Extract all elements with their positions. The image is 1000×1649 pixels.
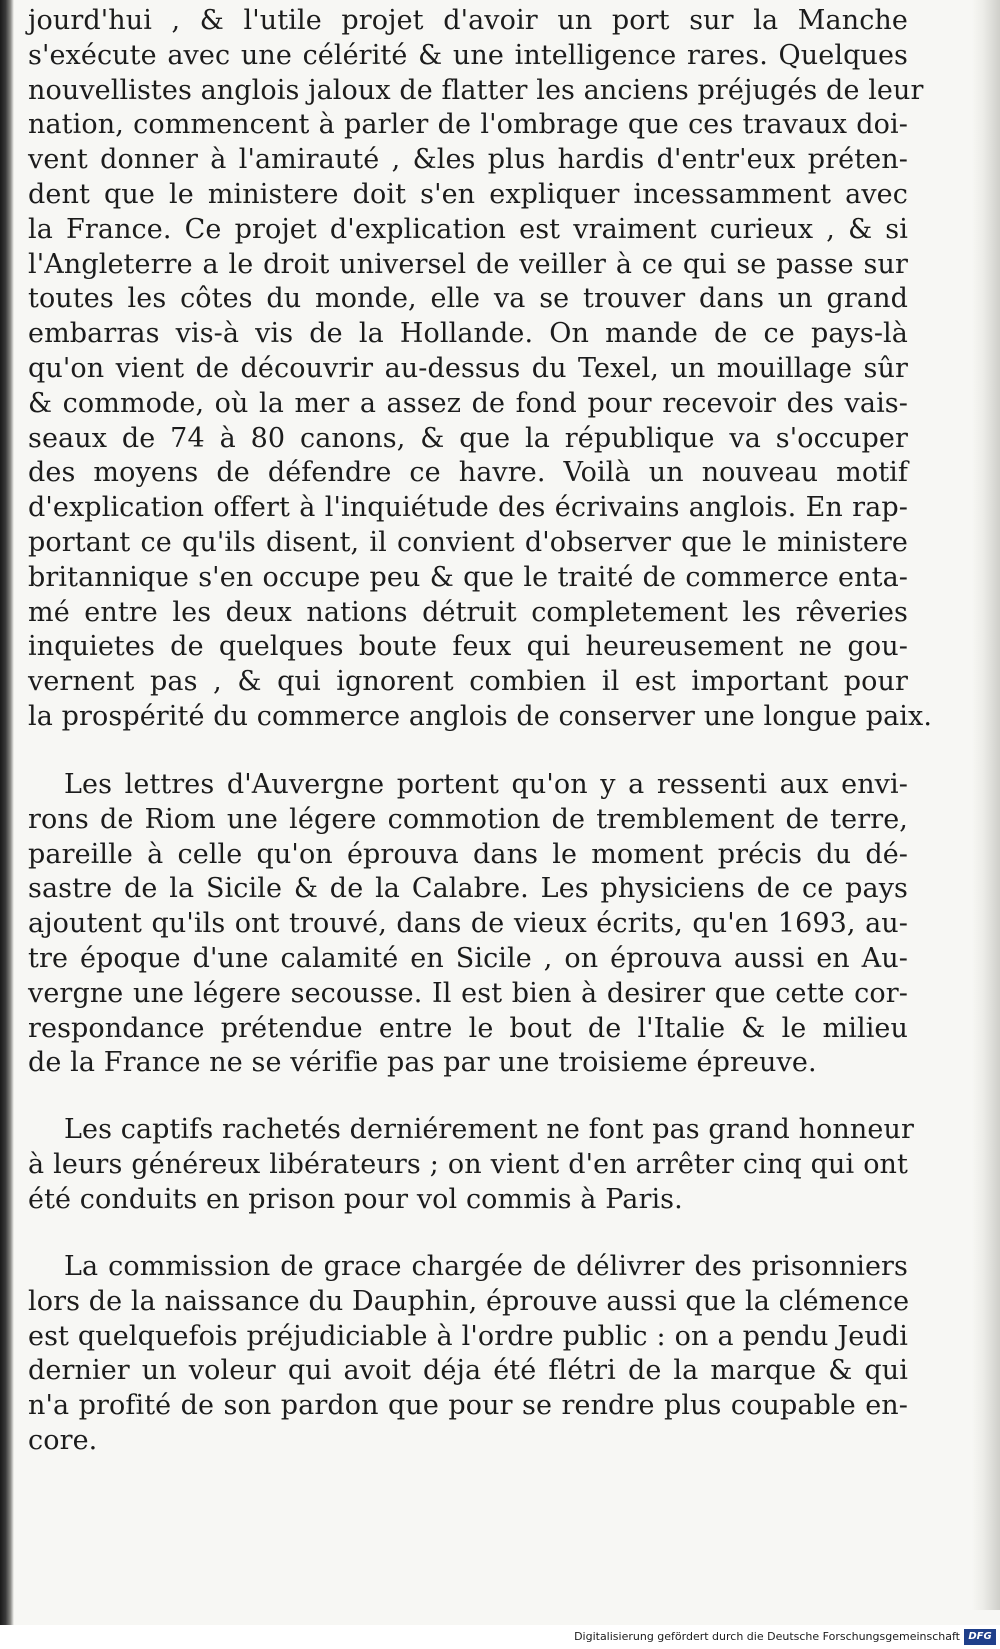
text-line: jourd'hui , & l'utile projet d'avoir un port sur la Manche — [28, 5, 908, 36]
text-line: respondance prétendue entre le bout de l'Italie & le milieu — [28, 1012, 908, 1044]
text-line: mé entre les deux nations détruit completement les rêveries — [28, 596, 908, 628]
text-line: core. — [28, 1424, 98, 1456]
text-line: toutes les côtes du monde, elle va se trouver dans un grand — [28, 283, 908, 315]
text-line: rons de Riom une légere commotion de tremblement de terre, — [28, 803, 908, 835]
text-line: La commission de grace chargée de délivrer des prisonniers — [64, 1251, 908, 1282]
text-line: été conduits en prison pour vol commis à Paris. — [28, 1183, 683, 1215]
text-line: dernier un voleur qui avoit déja été flétri de la marque & qui — [28, 1355, 908, 1387]
text-line: s'exécute avec une célérité & une intelligence rares. Quelques — [28, 39, 908, 71]
page-edge-shadow — [972, 0, 1000, 1610]
paragraph-captifs — [28, 1113, 914, 1217]
text-line: la France. Ce projet d'explication est vraiment curieux , & si — [28, 213, 908, 245]
text-line: lors de la naissance du Dauphin, éprouve aussi que la clémence — [28, 1285, 910, 1317]
text-line: tre époque d'une calamité en Sicile , on éprouva aussi en Au- — [28, 942, 908, 974]
text-line: inquietes de quelques boute feux qui heureusement ne gou- — [28, 631, 908, 663]
text-line: ajoutent qu'ils ont trouvé, dans de vieux écrits, qu'en 1693, au- — [28, 908, 908, 940]
text-line: seaux de 74 à 80 canons, & que la république va s'occuper — [28, 422, 908, 454]
text-line: la prospérité du commerce anglois de conserver une longue paix. — [28, 700, 933, 732]
dfg-logo: DFG — [964, 1629, 996, 1645]
text-line: dent que le ministere doit s'en expliquer incessamment avec — [28, 178, 908, 210]
text-line: est quelquefois préjudiciable à l'ordre public : on a pendu Jeudi — [28, 1320, 908, 1352]
text-line: de la France ne se vérifie pas par une troisieme épreuve. — [28, 1047, 817, 1079]
text-line: embarras vis-à vis de la Hollande. On mande de ce pays-là — [28, 318, 908, 350]
text-line: n'a profité de son pardon que pour se rendre plus coupable en- — [28, 1390, 908, 1422]
text-line: & commode, où la mer a assez de fond pour recevoir des vais- — [28, 387, 908, 419]
text-line: britannique s'en occupe peu & que le traité de commerce enta- — [28, 561, 908, 593]
text-line: vernent pas , & qui ignorent combien il est important pour — [28, 666, 908, 698]
funding-notice: Digitalisierung gefördert durch die Deutsche Forschungsgemeinschaft — [574, 1630, 960, 1643]
text-line: nouvellistes anglois jaloux de flatter les anciens préjugés de leur — [28, 74, 924, 106]
text-line: à leurs généreux libérateurs ; on vient d'en arrêter cinq qui ont — [28, 1148, 908, 1180]
text-line: l'Angleterre a le droit universel de veiller à ce qui se passe sur — [28, 248, 908, 280]
text-line: pareille à celle qu'on éprouva dans le moment précis du dé- — [28, 838, 908, 870]
paragraph-auvergne — [28, 768, 908, 1081]
paragraph-port-manche — [28, 4, 933, 735]
text-line: vent donner à l'amirauté , &les plus hardis d'entr'eux préten- — [28, 144, 908, 176]
text-line: nation, commencent à parler de l'ombrage que ces travaux doi- — [28, 109, 908, 141]
text-line: portant ce qu'ils disent, il convient d'observer que le ministere — [28, 526, 908, 558]
text-line: sastre de la Sicile & de la Calabre. Les physiciens de ce pays — [28, 873, 908, 905]
text-line: Les lettres d'Auvergne portent qu'on y a ressenti aux envi- — [64, 769, 908, 800]
book-gutter-shadow — [0, 0, 14, 1649]
text-line: Les captifs rachetés derniérement ne font pas grand honneur — [64, 1114, 914, 1145]
paragraph-commission-grace — [28, 1250, 908, 1459]
text-line: qu'on vient de découvrir au-dessus du Texel, un mouillage sûr — [28, 352, 908, 384]
text-line: vergne une légere secousse. Il est bien à desirer que cette cor- — [28, 977, 908, 1009]
digitization-footer — [0, 1625, 1000, 1649]
text-line: des moyens de défendre ce havre. Voilà un nouveau motif — [28, 457, 908, 489]
text-line: d'explication offert à l'inquiétude des écrivains anglois. En rap- — [28, 492, 908, 524]
